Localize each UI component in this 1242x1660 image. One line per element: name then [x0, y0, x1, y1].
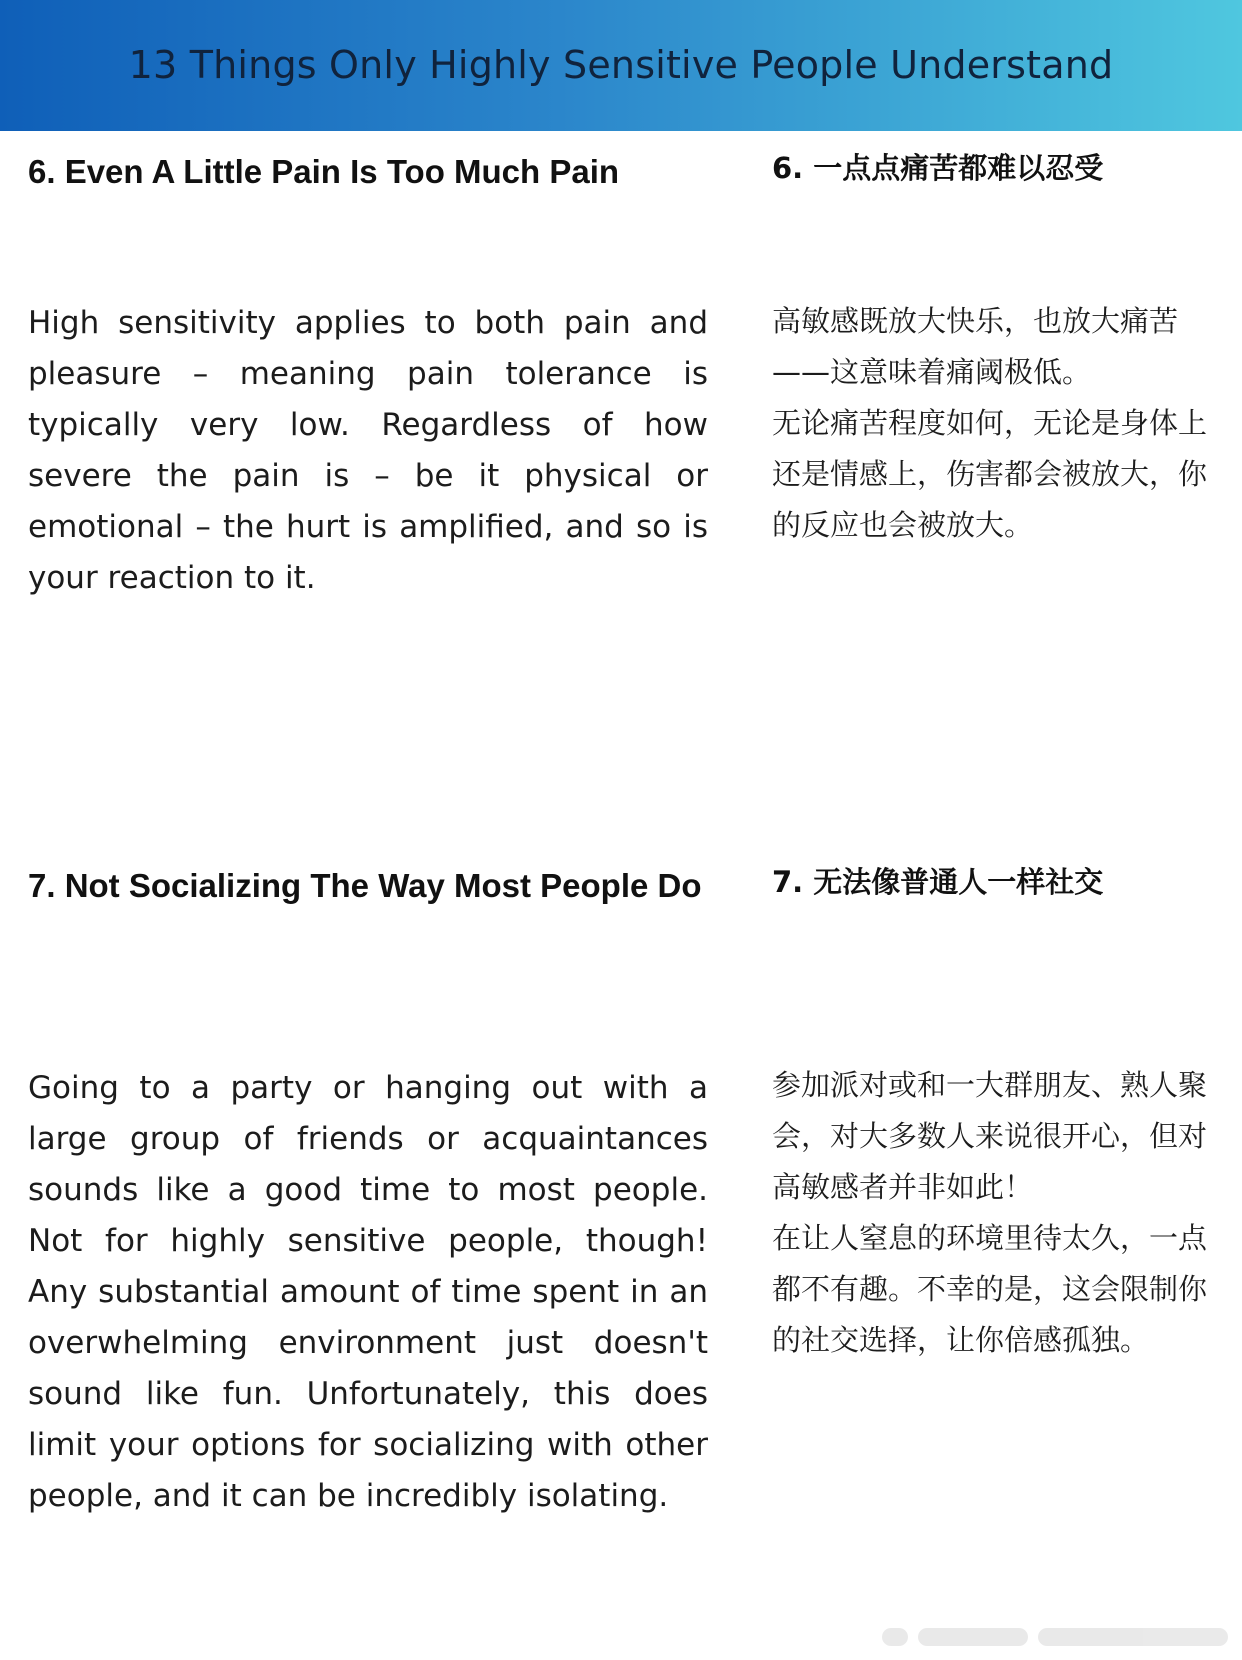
- watermark-icon: [882, 1628, 908, 1646]
- section-6-english-body: High sensitivity applies to both pain and pleasure – meaning pain tolerance is typically very low. Regardless of how severe the pain is – be it physical or emotional – the hurt is amplified, and so is your reaction to it.: [28, 305, 708, 596]
- section-6-chinese-body-2: 无论痛苦程度如何，无论是身体上还是情感上，伤害都会被放大，你的反应也会被放大。: [772, 406, 1208, 542]
- section-6-chinese-body-wrap: [772, 296, 1222, 551]
- section-7-english-heading-wrap: [28, 860, 708, 912]
- section-7-chinese-body-wrap: [772, 1060, 1222, 1366]
- section-7-chinese-body-2: 在让人窒息的环境里待太久，一点都不有趣。不幸的是，这会限制你的社交选择，让你倍感孤独。: [772, 1221, 1208, 1357]
- section-6-english-heading-wrap: [28, 146, 708, 198]
- watermark: [848, 1624, 1228, 1650]
- section-7-chinese-body-1: 参加派对或和一大群朋友、熟人聚会，对大多数人来说很开心，但对高敏感者并非如此！: [772, 1068, 1208, 1204]
- section-7-english-heading: 7. Not Socializing The Way Most People Do: [28, 867, 702, 904]
- page-title: 13 Things Only Highly Sensitive People Understand: [128, 42, 1114, 87]
- watermark-mark: [918, 1628, 1028, 1646]
- section-7-chinese-heading: 7. 无法像普通人一样社交: [772, 865, 1104, 899]
- section-6-chinese-body-1: 高敏感既放大快乐，也放大痛苦——这意味着痛阈极低。: [772, 304, 1179, 389]
- section-6-english-body-wrap: [28, 298, 708, 604]
- section-6-chinese-heading: 6. 一点点痛苦都难以忍受: [772, 151, 1104, 185]
- section-7-chinese-heading-wrap: [772, 856, 1222, 908]
- watermark-mark: [1038, 1628, 1228, 1646]
- section-6-chinese-heading-wrap: [772, 142, 1222, 194]
- title-banner: [0, 0, 1242, 131]
- section-7-english-body: Going to a party or hanging out with a large group of friends or acquaintances sounds like a good time to most people. Not for highly sensitive people, though! Any substantial amount of time spent in an overwhelming environment just doesn't sound like fun. Unfortunately, this does limit your options for socializing with other people, and it can be incredibly isolating.: [28, 1070, 708, 1514]
- section-7-english-body-wrap: [28, 1063, 708, 1522]
- section-6-english-heading: 6. Even A Little Pain Is Too Much Pain: [28, 153, 620, 190]
